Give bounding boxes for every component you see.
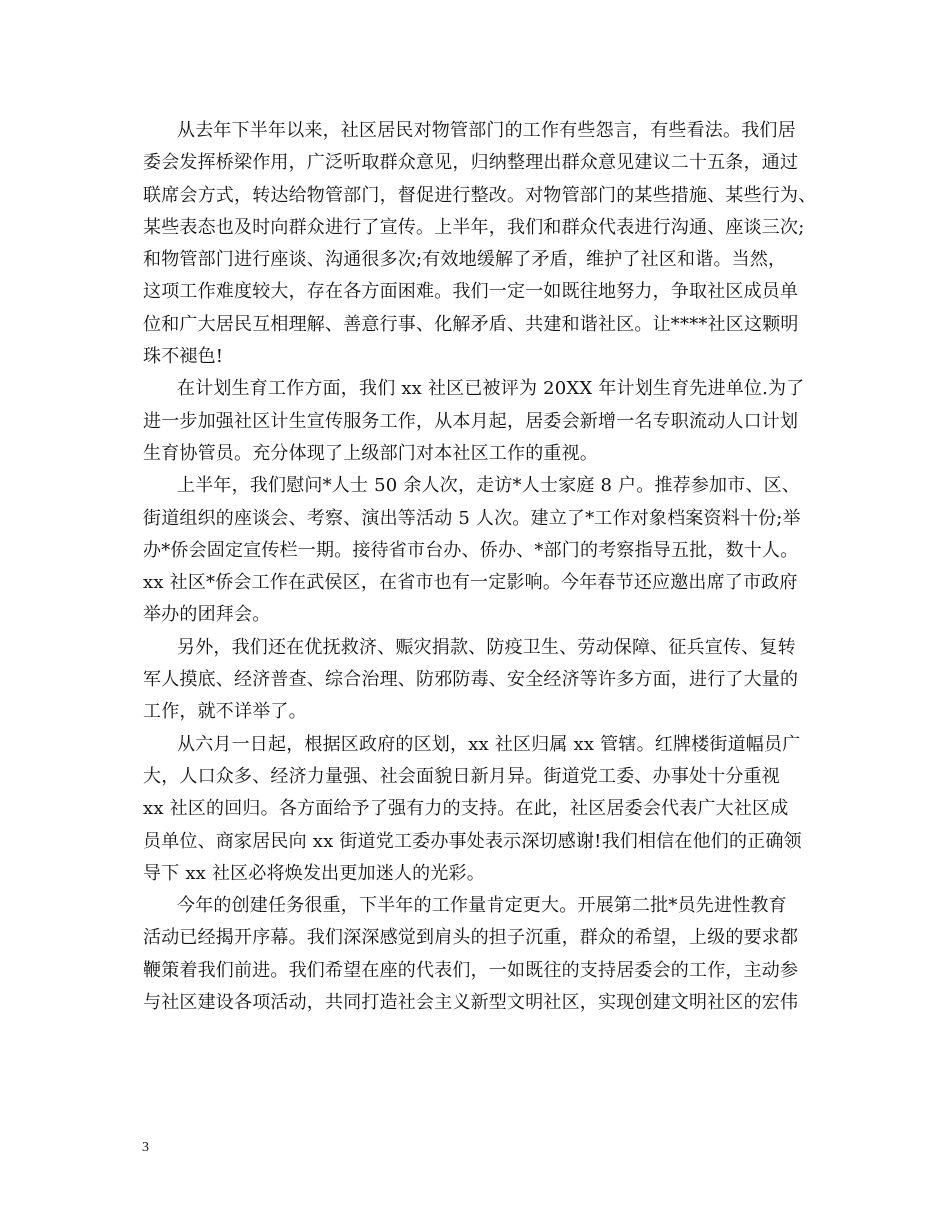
text-line: 这项工作难度较大，存在各方面困难。我们一定一如既往地努力，争取社区成员单 bbox=[143, 281, 799, 303]
text-line: 街道组织的座谈会、考察、演出等活动 5 人次。建立了*工作对象档案资料十份;举 bbox=[143, 507, 801, 529]
text-line: 生育协管员。充分体现了上级部门对本社区工作的重视。 bbox=[143, 442, 598, 464]
text-line: 珠不褪色! bbox=[143, 346, 224, 368]
text-line: 某些表态也及时向群众进行了宣传。上半年，我们和群众代表进行沟通、座谈三次; bbox=[143, 216, 805, 238]
text-line: 在计划生育工作方面，我们 xx 社区已被评为 20XX 年计划生育先进单位.为了 bbox=[177, 378, 805, 400]
text-line: 今年的创建任务很重，下半年的工作量肯定更大。开展第二批*员先进性教育 bbox=[177, 895, 787, 917]
body-text bbox=[143, 115, 817, 1019]
text-line: 举办的团拜会。 bbox=[143, 604, 271, 626]
text-line: 活动已经揭开序幕。我们深深感觉到肩头的担子沉重，群众的希望，上级的要求都 bbox=[143, 927, 799, 949]
text-line: 大，人口众多、经济力量强、社会面貌日新月异。街道党工委、办事处十分重视 bbox=[143, 765, 780, 787]
text-line: 委会发挥桥梁作用，广泛听取群众意见，归纳整理出群众意见建议二十五条，通过 bbox=[143, 152, 799, 174]
page-number: 3 bbox=[142, 1140, 149, 1155]
text-line: 联席会方式，转达给物管部门，督促进行整改。对物管部门的某些措施、某些行为、 bbox=[143, 184, 817, 206]
text-line: 另外，我们还在优抚救济、赈灾捐款、防疫卫生、劳动保障、征兵宣传、复转 bbox=[177, 636, 796, 658]
text-line: 员单位、商家居民向 xx 街道党工委办事处表示深切感谢!我们相信在他们的正确领 bbox=[143, 830, 802, 852]
text-line: xx 社区*侨会工作在武侯区，在省市也有一定影响。今年春节还应邀出席了市政府 bbox=[143, 572, 798, 594]
text-line: 工作，就不详举了。 bbox=[143, 701, 307, 723]
text-line: xx 社区的回归。各方面给予了强有力的支持。在此，社区居委会代表广大社区成 bbox=[143, 798, 789, 820]
text-line: 导下 xx 社区必将焕发出更加迷人的光彩。 bbox=[143, 862, 485, 884]
text-line: 从去年下半年以来，社区居民对物管部门的工作有些怨言，有些看法。我们居 bbox=[177, 120, 796, 141]
text-line: 鞭策着我们前进。我们希望在座的代表们，一如既往的支持居委会的工作，主动参 bbox=[143, 959, 799, 981]
text-line: 位和广大居民互相理解、善意行事、化解矛盾、共建和谐社区。让****社区这颗明 bbox=[143, 313, 799, 335]
text-line: 上半年，我们慰问*人士 50 余人次，走访*人士家庭 8 户。推荐参加市、区、 bbox=[177, 475, 801, 497]
text-line: 从六月一日起，根据区政府的区划，xx 社区归属 xx 管辖。红牌楼街道幅员广 bbox=[177, 733, 801, 755]
text-line: 办*侨会固定宣传栏一期。接待省市台办、侨办、*部门的考察指导五批，数十人。 bbox=[143, 539, 799, 561]
text-line: 军人摸底、经济普查、综合治理、防邪防毒、安全经济等许多方面，进行了大量的 bbox=[143, 669, 799, 691]
text-line: 进一步加强社区计生宣传服务工作，从本月起，居委会新增一名专职流动人口计划 bbox=[143, 410, 799, 432]
text-line: 和物管部门进行座谈、沟通很多次;有效地缓解了矛盾，维护了社区和谐。当然， bbox=[143, 249, 787, 271]
text-line: 与社区建设各项活动，共同打造社会主义新型文明社区，实现创建文明社区的宏伟 bbox=[143, 992, 799, 1014]
